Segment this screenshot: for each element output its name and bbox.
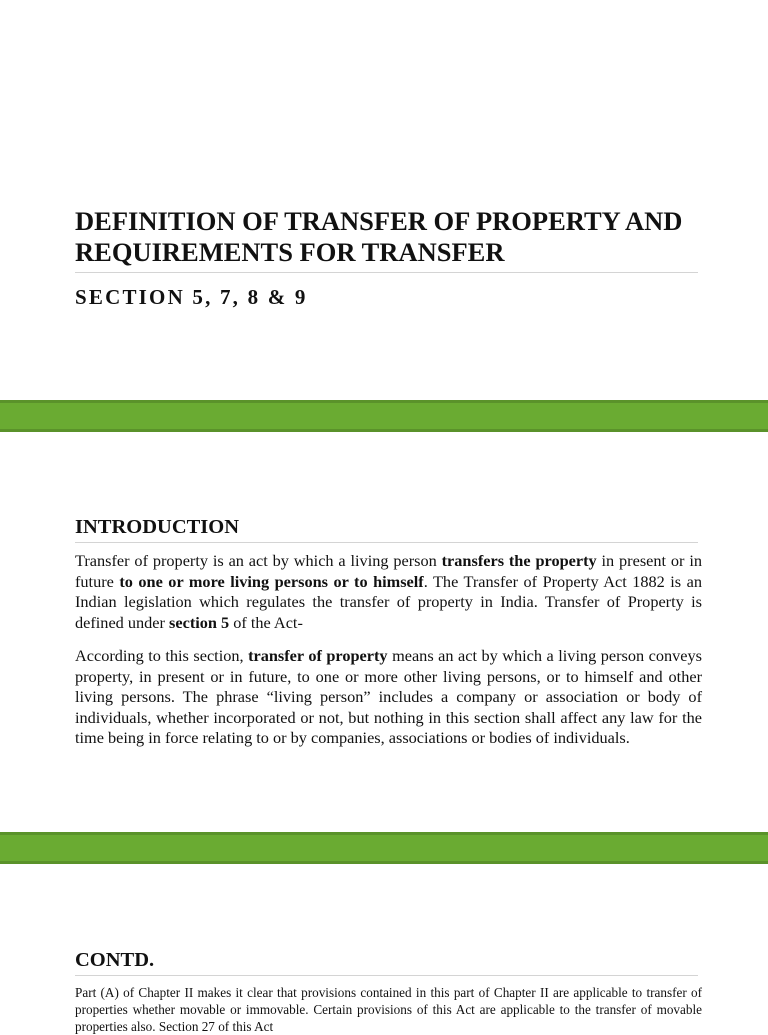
title-slide xyxy=(0,0,768,400)
slide-subtitle: SECTION 5, 7, 8 & 9 xyxy=(75,285,308,309)
section-heading: INTRODUCTION xyxy=(75,516,240,538)
contd-slide xyxy=(0,864,768,1034)
slide-separator-band xyxy=(0,832,768,864)
contd-paragraph: Part (A) of Chapter II makes it clear that provisions contained in this part of Chapter II are applicable to transfer of properties whether movable or immovable. Certain provisions of this Act are applicable to the transfer of movable properties also. Section 27 of this Act xyxy=(75,985,702,1034)
heading-divider xyxy=(75,542,698,543)
title-divider xyxy=(75,272,698,273)
heading-divider xyxy=(75,975,698,976)
slide-separator-band xyxy=(0,400,768,432)
introduction-slide xyxy=(0,432,768,832)
section-heading: CONTD. xyxy=(75,949,155,971)
slide-title: DEFINITION OF TRANSFER OF PROPERTY AND REQUIREMENTS FOR TRANSFER xyxy=(75,206,683,267)
intro-paragraph-2: According to this section, transfer of property means an act by which a living person conveys property, in present or in future, to one or more other living persons, or to himself and other living persons. The phrase “living person” includes a company or association or body of individuals, whether incorporated or not, but nothing in this section shall affect any law for the time being in force relating to or by companies, associations or bodies of individuals. xyxy=(75,646,702,747)
intro-paragraph-1: Transfer of property is an act by which a living person transfers the property in present or in future to one or more living persons or to himself. The Transfer of Property Act 1882 is an Indian legislation which regulates the transfer of property in India. Transfer of Property is defined under section 5 of the Act- xyxy=(75,551,702,632)
